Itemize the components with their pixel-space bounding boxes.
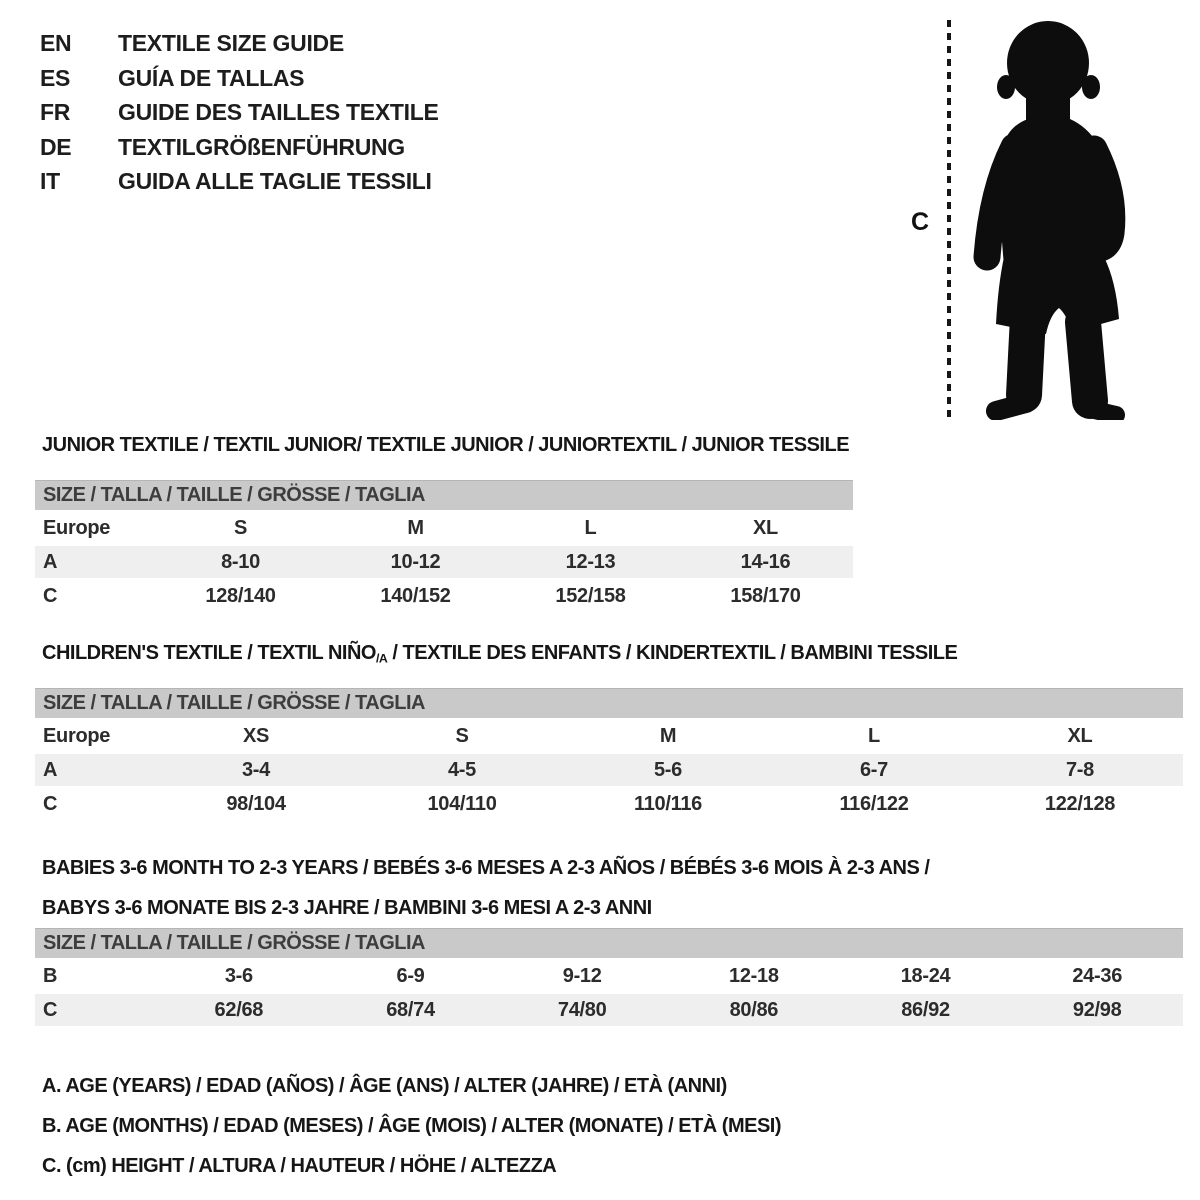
babies-title-line1: BABIES 3-6 MONTH TO 2-3 YEARS / BEBÉS 3-6 MESES A 2-3 AÑOS / BÉBÉS 3-6 MOIS À 2-3 ANS / [42,857,930,879]
height-cell: 104/110 [427,792,497,815]
age-cell: 5-6 [653,758,682,781]
size-cell: M [407,516,424,539]
language-row-en [40,26,439,61]
height-measure-dashed-line [947,20,951,418]
height-cell: 62/68 [214,998,264,1021]
size-cell: S [233,516,248,539]
age-cell: 3-4 [241,758,270,781]
height-cell: 152/158 [555,584,626,607]
row-label: C [43,998,58,1021]
size-cell: XL [1067,724,1093,747]
height-cell: 86/92 [901,998,950,1021]
babies-size-table [35,928,1183,1026]
language-label: TEXTILGRÖßENFÜHRUNG [118,133,405,160]
legend-line-b: B. AGE (MONTHS) / EDAD (MESES) / ÂGE (MOIS) / ALTER (MONATE) / ETÀ (MESI) [42,1115,782,1137]
toddler-silhouette-icon [962,18,1142,420]
age-cell: 8-10 [221,550,260,573]
height-cell: 80/86 [729,998,779,1021]
age-cell: 6-9 [396,964,425,987]
row-label: Europe [43,516,111,539]
language-row-de [40,130,439,165]
row-label: B [43,964,58,987]
section-title-babies [42,848,929,928]
table-row-height [35,786,1183,820]
age-cell: 4-5 [447,758,476,781]
language-label: GUIDE DES TAILLES TEXTILE [118,99,439,125]
language-code: DE [40,133,72,160]
age-cell: 7-8 [1065,758,1094,781]
size-cell: S [455,724,469,747]
size-cell: XL [753,516,778,539]
language-label: GUÍA DE TALLAS [118,64,305,91]
children-size-table [35,688,1183,820]
babies-title-line2: BABYS 3-6 MONATE BIS 2-3 JAHRE / BAMBINI 3-6 MESI A 2-3 ANNI [42,897,652,919]
legend-line-a: A. AGE (YEARS) / EDAD (AÑOS) / ÂGE (ANS) / ALTER (JAHRE) / ETÀ (ANNI) [42,1075,727,1097]
height-cell: 128/140 [205,584,276,607]
language-label: GUIDA ALLE TAGLIE TESSILI [118,168,432,194]
height-cell: 122/128 [1044,792,1116,815]
table-row-months [35,958,1183,992]
row-label: A [43,550,58,573]
age-cell: 10-12 [390,550,441,573]
height-cell: 74/80 [557,998,607,1021]
height-cell: 158/170 [730,584,801,607]
language-row-it [40,164,439,199]
table-row-age [35,544,853,578]
age-cell: 18-24 [900,964,951,987]
age-cell: 12-18 [729,964,779,987]
height-cell: 140/152 [380,584,451,607]
row-label: C [43,584,58,607]
junior-size-table [35,480,853,612]
size-header-bar: SIZE / TALLA / TAILLE / GRÖSSE / TAGLIA [35,688,1183,718]
row-label: C [43,792,58,815]
table-row-europe [35,718,1183,752]
language-code: ES [40,64,71,91]
section-title-junior: JUNIOR TEXTILE / TEXTIL JUNIOR/ TEXTILE JUNIOR / JUNIORTEXTIL / JUNIOR TESSILE [42,434,850,456]
age-cell: 3-6 [224,964,253,987]
age-cell: 6-7 [859,758,888,781]
height-cell: 92/98 [1072,998,1122,1021]
size-cell: L [584,516,597,539]
height-cell: 98/104 [226,792,286,815]
row-label: Europe [43,724,111,747]
legend-line-c: C. (cm) HEIGHT / ALTURA / HAUTEUR / HÖHE / ALTEZZA [42,1155,557,1177]
section-title-children [42,642,957,665]
children-title-post: / TEXTILE DES ENFANTS / KINDERTEXTIL / BAMBINI TESSILE [387,642,958,664]
table-row-europe [35,510,853,544]
size-cell: M [659,724,677,747]
age-cell: 9-12 [562,964,602,987]
language-code: IT [40,168,60,194]
height-cell: 116/122 [839,792,909,815]
size-header-bar: SIZE / TALLA / TAILLE / GRÖSSE / TAGLIA [35,928,1183,958]
language-row-fr [40,95,439,130]
age-cell: 24-36 [1072,964,1123,987]
age-cell: 12-13 [565,550,616,573]
height-cell: 68/74 [386,998,435,1021]
size-cell: L [868,724,880,747]
language-code: FR [40,99,71,125]
language-label: TEXTILE SIZE GUIDE [118,30,344,56]
size-cell: XS [242,724,270,747]
measurement-legend [42,1066,781,1186]
table-row-height [35,578,853,612]
height-cell: 110/116 [634,792,702,815]
children-title-subscript: /A [375,651,388,666]
language-guide [40,26,439,199]
table-row-age [35,752,1183,786]
language-code: EN [40,30,72,56]
size-header-bar: SIZE / TALLA / TAILLE / GRÖSSE / TAGLIA [35,480,853,510]
table-row-height [35,992,1183,1026]
language-row-es [40,61,439,96]
row-label: A [43,758,58,781]
age-cell: 14-16 [740,550,791,573]
children-title-pre: CHILDREN'S TEXTILE / TEXTIL NIÑO [42,642,376,664]
height-measure-label: C [911,208,929,236]
